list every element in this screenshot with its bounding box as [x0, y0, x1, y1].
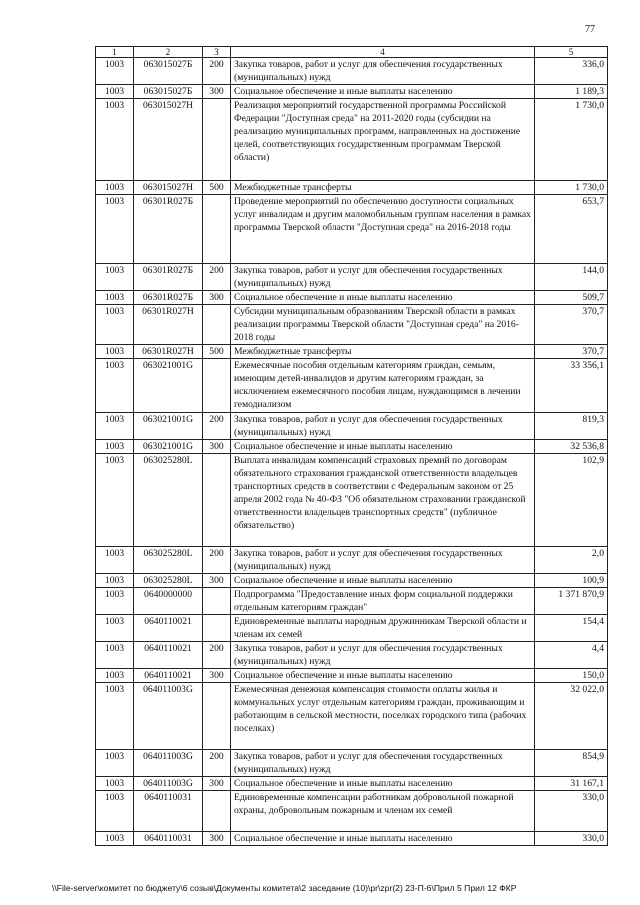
amount-cell: 154,4: [535, 615, 608, 642]
expense-type-cell: 200: [203, 413, 231, 440]
table-row: [96, 291, 608, 305]
expense-type-cell: [203, 683, 231, 750]
column-header: 4: [231, 47, 535, 58]
item-name-cell: Ежемесячные пособия отдельным категориям граждан, семьям, имеющим детей-инвалидов и другим категориям граждан, за исключением ежемесячного пособия лицам, нуждающимся в лечении гемодиализом: [231, 359, 535, 413]
item-name-cell: Межбюджетные трансферты: [231, 181, 535, 195]
table-row: [96, 669, 608, 683]
column-header: 1: [96, 47, 134, 58]
section-code-cell: 1003: [96, 683, 134, 750]
section-code-cell: 1003: [96, 359, 134, 413]
amount-cell: 330,0: [535, 791, 608, 832]
section-code-cell: 1003: [96, 264, 134, 291]
section-code-cell: 1003: [96, 181, 134, 195]
page-number: 77: [585, 24, 595, 35]
item-name-cell: Закупка товаров, работ и услуг для обеспечения государственных (муниципальных) нужд: [231, 264, 535, 291]
expense-type-cell: 500: [203, 345, 231, 359]
table-row: [96, 588, 608, 615]
amount-cell: 1 730,0: [535, 181, 608, 195]
target-code-cell: 06301R027Б: [134, 264, 203, 291]
expense-type-cell: 200: [203, 58, 231, 85]
table-row: [96, 359, 608, 413]
target-code-cell: 063021001G: [134, 359, 203, 413]
amount-cell: 32 536,8: [535, 440, 608, 454]
section-code-cell: 1003: [96, 669, 134, 683]
table-row: [96, 547, 608, 574]
column-header: 3: [203, 47, 231, 58]
table-row: [96, 99, 608, 181]
amount-cell: 1 730,0: [535, 99, 608, 181]
target-code-cell: 0640110021: [134, 642, 203, 669]
table-row: [96, 440, 608, 454]
target-code-cell: 0640110031: [134, 832, 203, 846]
target-code-cell: 063015027Н: [134, 99, 203, 181]
expense-type-cell: 200: [203, 547, 231, 574]
amount-cell: 1 189,3: [535, 85, 608, 99]
amount-cell: 102,9: [535, 454, 608, 547]
section-code-cell: 1003: [96, 291, 134, 305]
item-name-cell: Единовременные компенсации работникам добровольной пожарной охраны, добровольным пожарным и членам их семей: [231, 791, 535, 832]
table-row: [96, 615, 608, 642]
expense-type-cell: [203, 454, 231, 547]
section-code-cell: 1003: [96, 305, 134, 345]
amount-cell: 370,7: [535, 345, 608, 359]
table-row: [96, 574, 608, 588]
section-code-cell: 1003: [96, 413, 134, 440]
item-name-cell: Проведение мероприятий по обеспечению доступности социальных услуг инвалидам и другим маломобильным группам населения в рамках программы Тверской области "Доступная среда" на 2016-2018 годы: [231, 195, 535, 264]
amount-cell: 31 167,1: [535, 777, 608, 791]
amount-cell: 330,0: [535, 832, 608, 846]
item-name-cell: Выплата инвалидам компенсаций страховых премий по договорам обязательного страхования гражданской ответственности владельцев транспортных средств в соответствии с Федеральным законом от 25 апреля 2002 года № 40-ФЗ "Об обязательном страховании гражданской ответственности владельцев транспортных средств" (публичное обязательство): [231, 454, 535, 547]
section-code-cell: 1003: [96, 642, 134, 669]
expense-type-cell: [203, 359, 231, 413]
item-name-cell: Социальное обеспечение и иные выплаты населению: [231, 85, 535, 99]
item-name-cell: Социальное обеспечение и иные выплаты населению: [231, 669, 535, 683]
target-code-cell: 063021001G: [134, 440, 203, 454]
section-code-cell: 1003: [96, 588, 134, 615]
amount-cell: 32 022,0: [535, 683, 608, 750]
table-row: [96, 58, 608, 85]
table-row: [96, 642, 608, 669]
item-name-cell: Единовременные выплаты народным дружинникам Тверской области и членам их семей: [231, 615, 535, 642]
table-row: [96, 305, 608, 345]
item-name-cell: Подпрограмма "Предоставление иных форм социальной поддержки отдельным категориям граждан": [231, 588, 535, 615]
column-number-row: [96, 47, 608, 58]
expense-type-cell: [203, 99, 231, 181]
section-code-cell: 1003: [96, 58, 134, 85]
item-name-cell: Социальное обеспечение и иные выплаты населению: [231, 832, 535, 846]
expense-type-cell: [203, 615, 231, 642]
amount-cell: 336,0: [535, 58, 608, 85]
column-header: 5: [535, 47, 608, 58]
target-code-cell: 0640110021: [134, 615, 203, 642]
target-code-cell: 063025280L: [134, 547, 203, 574]
amount-cell: 144,0: [535, 264, 608, 291]
target-code-cell: 06301R027Н: [134, 305, 203, 345]
item-name-cell: Социальное обеспечение и иные выплаты населению: [231, 291, 535, 305]
amount-cell: 370,7: [535, 305, 608, 345]
target-code-cell: 063015027Б: [134, 58, 203, 85]
section-code-cell: 1003: [96, 85, 134, 99]
expense-type-cell: 300: [203, 85, 231, 99]
amount-cell: 100,9: [535, 574, 608, 588]
expense-type-cell: 200: [203, 642, 231, 669]
section-code-cell: 1003: [96, 832, 134, 846]
file-path-footer: \\File-server\комитет по бюджету\6 созыв\Документы комитета\2 заседание (10)\pr\zpr(2) 23-П-6\Прил 5 Прил 12 ФКР: [52, 883, 517, 893]
amount-cell: 33 356,1: [535, 359, 608, 413]
target-code-cell: 063015027Н: [134, 181, 203, 195]
amount-cell: 4,4: [535, 642, 608, 669]
table-row: [96, 181, 608, 195]
table-row: [96, 195, 608, 264]
target-code-cell: 0640110021: [134, 669, 203, 683]
amount-cell: 2,0: [535, 547, 608, 574]
expense-type-cell: 500: [203, 181, 231, 195]
expense-type-cell: 300: [203, 832, 231, 846]
expense-type-cell: 300: [203, 777, 231, 791]
section-code-cell: 1003: [96, 777, 134, 791]
target-code-cell: 06301R027Н: [134, 345, 203, 359]
amount-cell: 854,9: [535, 750, 608, 777]
item-name-cell: Закупка товаров, работ и услуг для обеспечения государственных (муниципальных) нужд: [231, 58, 535, 85]
target-code-cell: 06301R027Б: [134, 291, 203, 305]
target-code-cell: 06301R027Б: [134, 195, 203, 264]
budget-table: [95, 46, 608, 846]
item-name-cell: Социальное обеспечение и иные выплаты населению: [231, 777, 535, 791]
expense-type-cell: [203, 305, 231, 345]
item-name-cell: Социальное обеспечение и иные выплаты населению: [231, 574, 535, 588]
amount-cell: 150,0: [535, 669, 608, 683]
section-code-cell: 1003: [96, 454, 134, 547]
section-code-cell: 1003: [96, 99, 134, 181]
section-code-cell: 1003: [96, 791, 134, 832]
target-code-cell: 0640110031: [134, 791, 203, 832]
target-code-cell: 0640000000: [134, 588, 203, 615]
item-name-cell: Межбюджетные трансферты: [231, 345, 535, 359]
item-name-cell: Субсидии муниципальным образованиям Тверской области в рамках реализации программы Тверской области "Доступная среда" на 2016-2018 годы: [231, 305, 535, 345]
table-row: [96, 791, 608, 832]
section-code-cell: 1003: [96, 345, 134, 359]
expense-type-cell: 300: [203, 574, 231, 588]
item-name-cell: Закупка товаров, работ и услуг для обеспечения государственных (муниципальных) нужд: [231, 750, 535, 777]
target-code-cell: 064011003G: [134, 683, 203, 750]
expense-type-cell: 200: [203, 750, 231, 777]
target-code-cell: 063021001G: [134, 413, 203, 440]
section-code-cell: 1003: [96, 547, 134, 574]
section-code-cell: 1003: [96, 195, 134, 264]
table-row: [96, 683, 608, 750]
target-code-cell: 063015027Б: [134, 85, 203, 99]
expense-type-cell: 300: [203, 291, 231, 305]
item-name-cell: Закупка товаров, работ и услуг для обеспечения государственных (муниципальных) нужд: [231, 413, 535, 440]
table-row: [96, 264, 608, 291]
section-code-cell: 1003: [96, 615, 134, 642]
section-code-cell: 1003: [96, 750, 134, 777]
expense-type-cell: [203, 195, 231, 264]
table-row: [96, 750, 608, 777]
target-code-cell: 064011003G: [134, 777, 203, 791]
item-name-cell: Закупка товаров, работ и услуг для обеспечения государственных (муниципальных) нужд: [231, 547, 535, 574]
section-code-cell: 1003: [96, 574, 134, 588]
item-name-cell: Ежемесячная денежная компенсация стоимости оплаты жилья и коммунальных услуг отдельным категориям граждан, проживающим и работающим в сельской местности, поселках городского типа (рабочих поселках): [231, 683, 535, 750]
amount-cell: 819,3: [535, 413, 608, 440]
target-code-cell: 064011003G: [134, 750, 203, 777]
expense-type-cell: 200: [203, 264, 231, 291]
target-code-cell: 063025280L: [134, 454, 203, 547]
section-code-cell: 1003: [96, 440, 134, 454]
expense-type-cell: [203, 791, 231, 832]
expense-type-cell: 300: [203, 669, 231, 683]
target-code-cell: 063025280L: [134, 574, 203, 588]
column-header: 2: [134, 47, 203, 58]
amount-cell: 509,7: [535, 291, 608, 305]
item-name-cell: Социальное обеспечение и иные выплаты населению: [231, 440, 535, 454]
table-row: [96, 777, 608, 791]
amount-cell: 653,7: [535, 195, 608, 264]
expense-type-cell: 300: [203, 440, 231, 454]
item-name-cell: Закупка товаров, работ и услуг для обеспечения государственных (муниципальных) нужд: [231, 642, 535, 669]
expense-type-cell: [203, 588, 231, 615]
amount-cell: 1 371 870,9: [535, 588, 608, 615]
table-row: [96, 832, 608, 846]
table-row: [96, 413, 608, 440]
table-row: [96, 345, 608, 359]
item-name-cell: Реализация мероприятий государственной программы Российской Федерации "Доступная среда" на 2011-2020 годы (субсидии на реализацию муниципальных программ, направленных на достижение целей, соответствующих государственным программам Тверской области): [231, 99, 535, 181]
table-row: [96, 454, 608, 547]
table-row: [96, 85, 608, 99]
